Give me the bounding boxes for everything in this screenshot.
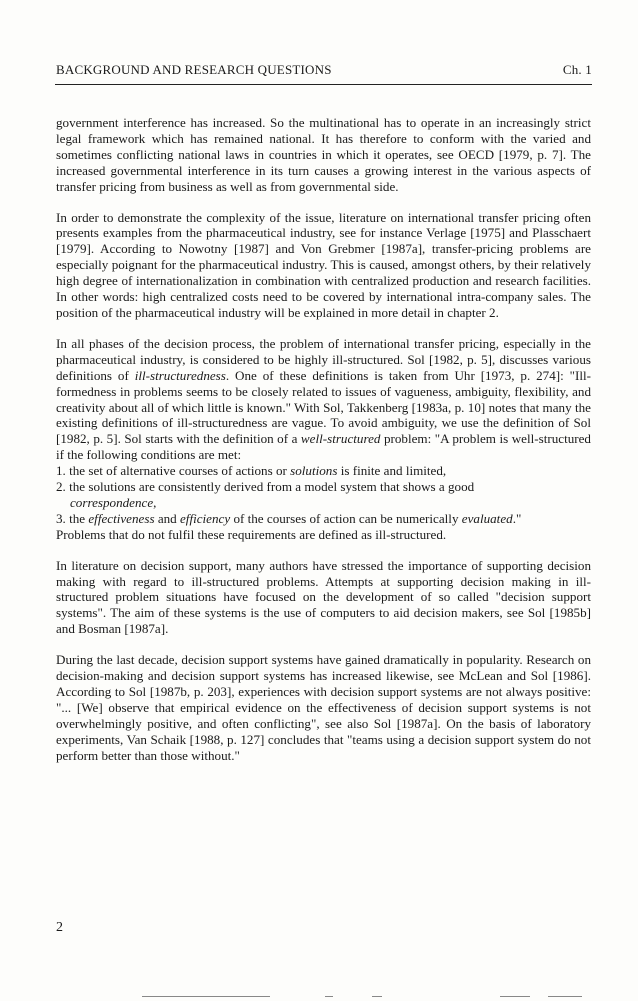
scan-artifact-line bbox=[325, 996, 333, 997]
term-evaluated: evaluated bbox=[461, 510, 513, 526]
page-number: 2 bbox=[56, 920, 63, 935]
list-item-3-end: ." bbox=[512, 510, 522, 526]
list-item-3-and: and bbox=[154, 510, 180, 526]
list-item-1-text: 1. the set of alternative courses of actions or bbox=[56, 463, 291, 479]
body-text bbox=[56, 115, 591, 779]
list-item bbox=[56, 463, 591, 479]
paragraph-3 bbox=[56, 336, 591, 463]
paragraph-4: In literature on decision support, many authors have stressed the importance of supporting decision making with regard to ill-structured problems. Attempts at supporting decision making in ill-structured problem situations have focused on the development of so called "decision support systems". The aim of these systems is the use of computers to aid decision makers, see Sol [1985b] and Bosman [1987a]. bbox=[56, 557, 591, 637]
term-solutions: solutions bbox=[290, 463, 338, 479]
list-item-2-end: , bbox=[153, 494, 157, 510]
term-well-structured: well-structured bbox=[300, 431, 381, 447]
header-rule bbox=[55, 84, 592, 85]
conditions-list bbox=[56, 463, 591, 527]
running-head bbox=[56, 62, 592, 78]
scan-artifact-line bbox=[500, 996, 530, 997]
scan-artifact-line bbox=[372, 996, 382, 997]
paragraph-2: In order to demonstrate the complexity of the issue, literature on international transfer pricing often presents examples from the pharmaceutical industry, see for instance Verlage [1975] and Plasschaert [1979]. According to Nowotny [1987] and Von Grebmer [1987a], transfer-pricing problems are especially poignant for the pharmaceutical industry. This is caused, amongst others, by their relatively high degree of internationalization in combination with centralized production and research facilities. In other words: high centralized costs need to be covered by international intra-company sales. The position of the pharmaceutical industry will be explained in more detail in chapter 2. bbox=[56, 209, 591, 320]
paragraph-3-part-b: . One of these definitions is taken from Uhr [1973, p. 274]: "Ill-formedness in problems seems to be closely related to issues of vagueness, ambiguity, flexibility, and creativity about all of which little is known." With Sol, Takkenberg [1983a, p. 10] notes that many the existing definitions of ill-structuredness are vague. To avoid ambiguity, we use the definition of Sol [1982, p. 5]. Sol starts with the definition of a bbox=[56, 367, 591, 447]
scan-artifact-line bbox=[548, 996, 582, 997]
list-item-2-continuation bbox=[56, 495, 591, 511]
paragraph-3-part-c: problem: "A problem is well-structured if the following conditions are met: bbox=[56, 431, 591, 463]
paragraph-3-end: Problems that do not fulfil these requirements are defined as ill-structured. bbox=[56, 526, 447, 542]
term-efficiency: efficiency bbox=[180, 510, 231, 526]
term-ill-structuredness: ill-structuredness bbox=[134, 367, 226, 383]
running-title: BACKGROUND AND RESEARCH QUESTIONS bbox=[56, 62, 332, 77]
list-item bbox=[56, 511, 591, 527]
term-correspondence: correspondence bbox=[70, 494, 154, 510]
paragraph-5: During the last decade, decision support systems have gained dramatically in popularity. Research on decision-making and decision support systems has increased likewise, see McLean and Sol [1986]. According to Sol [1987b, p. 203], experiences with decision support systems are not always positive: "... [We] observe that empirical evidence on the effectiveness of decision support systems is not overwhelmingly positive, and often conflicting", see also Sol [1987a]. On the basis of laboratory experiments, Van Schaik [1988, p. 127] concludes that "teams using a decision support system do not perform better than those without." bbox=[56, 652, 591, 763]
term-effectiveness: effectiveness bbox=[88, 510, 155, 526]
list-item-1-end: is finite and limited, bbox=[337, 463, 447, 479]
list-item-3-middle: of the courses of action can be numerically bbox=[230, 510, 462, 526]
paragraph-3-part-a: In all phases of the decision process, the problem of international transfer pricing, especially in the pharmaceutical industry, is considered to be highly ill-structured. Sol [1982, p. 5], discusses various definitions of bbox=[56, 335, 591, 383]
scan-artifact-line bbox=[142, 996, 270, 997]
list-item-2-text: 2. the solutions are consistently derived from a model system that shows a good bbox=[56, 479, 475, 495]
chapter-label: Ch. 1 bbox=[562, 62, 592, 77]
list-item bbox=[56, 479, 591, 511]
paragraph-1: government interference has increased. So the multinational has to operate in an increasingly strict legal framework which has remained national. It has therefore to conform with the varied and sometimes conflicting national laws in countries in which it operates, see OECD [1979, p. 7]. The increased governmental interference in its turn causes a growing interest in the various aspects of transfer pricing from business as well as from governmental side. bbox=[56, 115, 591, 194]
list-item-3-text: 3. the bbox=[56, 510, 89, 526]
